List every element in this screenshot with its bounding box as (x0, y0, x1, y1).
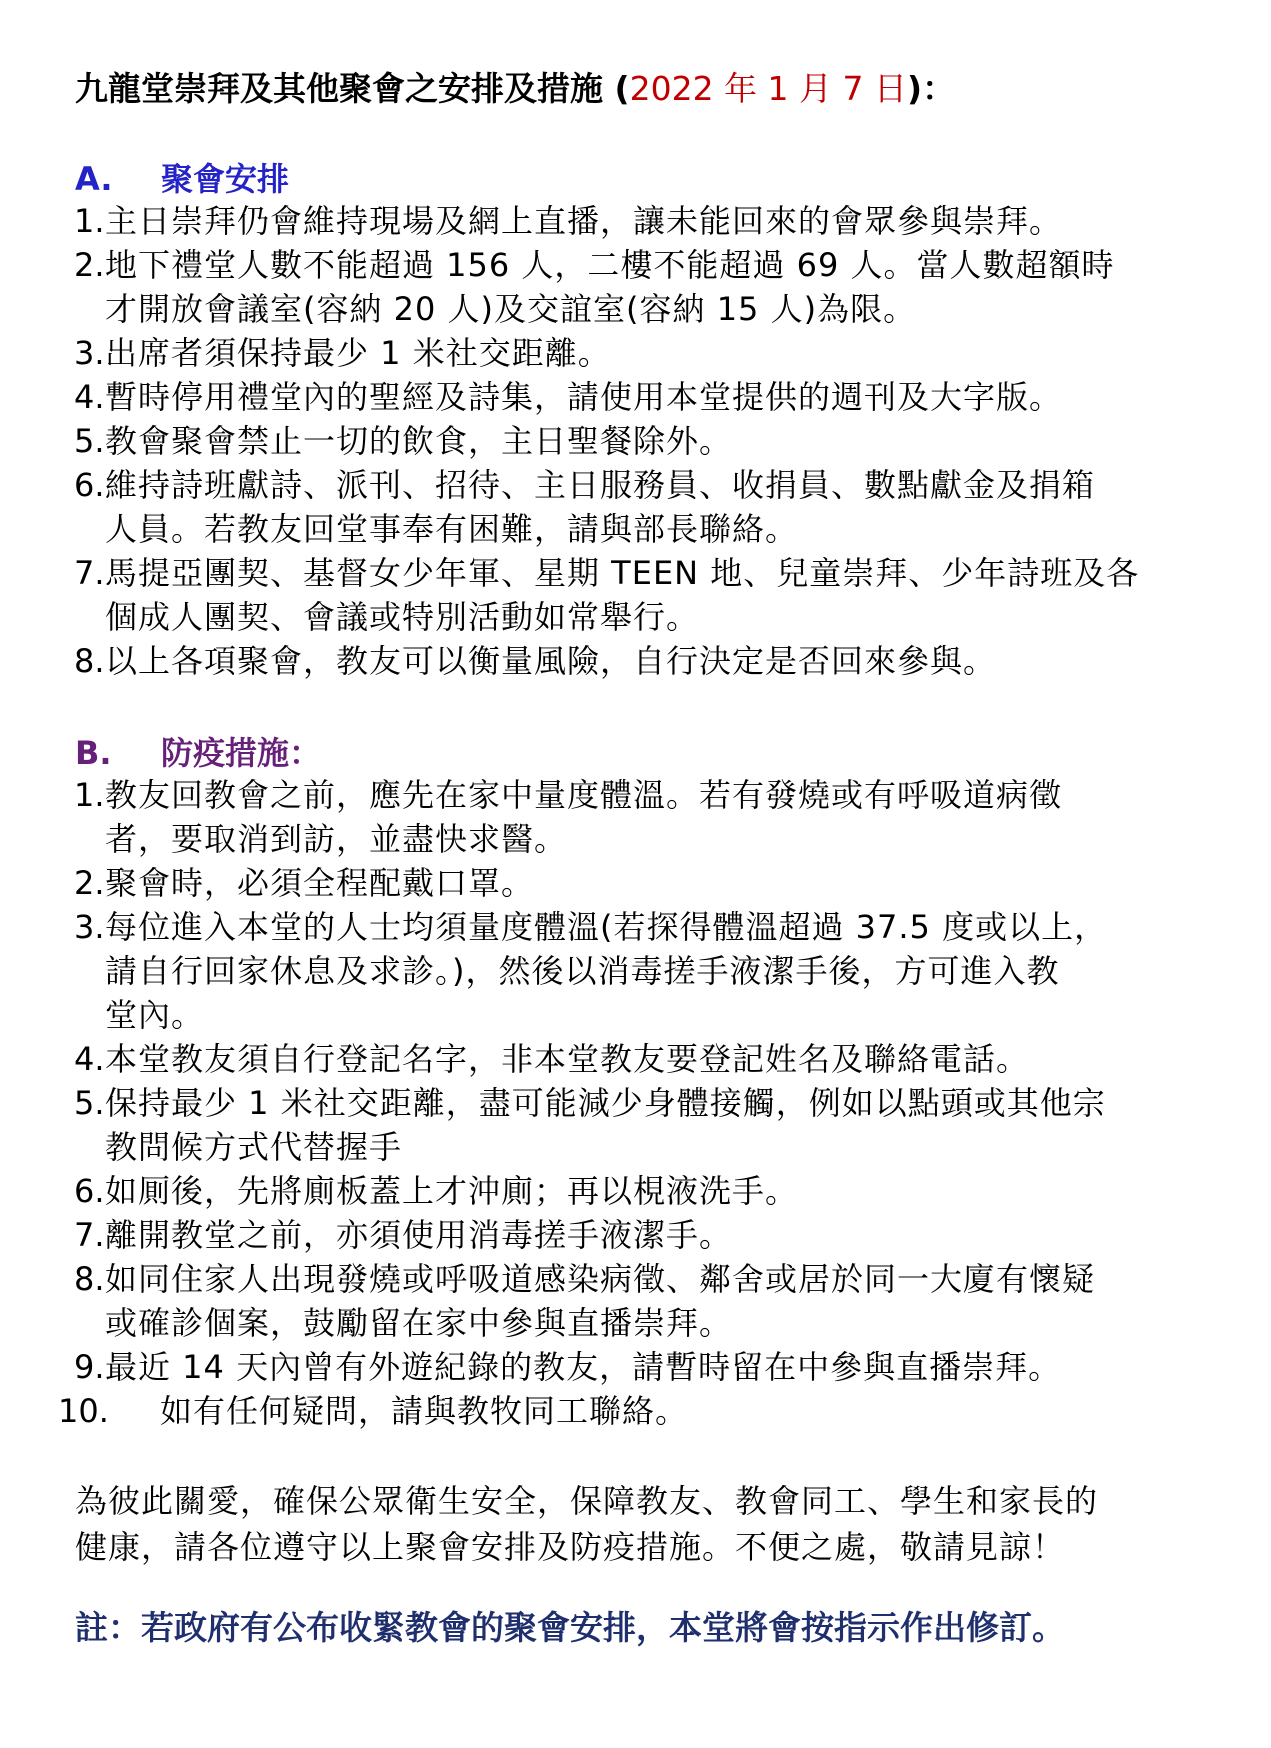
item-number: 10. (58, 1392, 109, 1430)
section-b-item-8 (0, 1257, 1271, 1345)
item-text (105, 861, 1211, 905)
section-b-title: 防疫措施： (161, 734, 322, 772)
section-b-item-2 (0, 861, 1271, 905)
item-text-line: 暫時停用禮堂內的聖經及詩集，請使用本堂提供的週刊及大字版。 (105, 378, 1063, 416)
item-number: 1. (74, 202, 105, 240)
item-text-line: 教會聚會禁止一切的飲食，主日聖餐除外。 (105, 422, 733, 460)
closing-line: 健康，請各位遵守以上聚會安排及防疫措施。不便之處，敬請見諒！ (75, 1528, 1066, 1566)
item-text-line: 教友回教會之前，應先在家中量度體溫。若有發燒或有呼吸道病徵 (105, 776, 1063, 814)
closing-line: 為彼此關愛，確保公眾衛生安全，保障教友、教會同工、學生和家長的 (75, 1482, 1099, 1520)
section-a-item-1 (0, 199, 1271, 243)
section-b-item-3 (0, 905, 1271, 1037)
item-number: 2. (74, 864, 105, 902)
item-number: 4. (74, 1040, 105, 1078)
item-text (105, 1389, 688, 1433)
item-text (105, 419, 1211, 463)
title-close-paren: )： (907, 69, 956, 108)
item-number: 2. (74, 246, 105, 284)
item-text (105, 375, 1211, 419)
title-open-paren: ( (603, 69, 630, 108)
item-text-line: 堂內。 (105, 996, 205, 1034)
section-b-list (0, 773, 1271, 1433)
section-b-item-1 (0, 773, 1271, 861)
item-text-line: 保持最少 1 米社交距離，盡可能減少身體接觸，例如以點頭或其他宗 (105, 1084, 1106, 1122)
item-text (105, 1081, 1211, 1169)
section-a-item-6 (0, 463, 1271, 551)
item-number: 7. (74, 554, 105, 592)
item-number: 8. (74, 642, 105, 680)
item-number: 5. (74, 1084, 105, 1122)
item-text (105, 1169, 1211, 1213)
item-text-line: 出席者須保持最少 1 米社交距離。 (105, 334, 611, 372)
item-text-line: 如同住家人出現發燒或呼吸道感染病徵、鄰舍或居於同一大廈有懷疑 (105, 1260, 1096, 1298)
item-text-line: 每位進入本堂的人士均須量度體溫(若探得體溫超過 37.5 度或以上， (105, 908, 1108, 946)
section-a-item-5 (0, 419, 1271, 463)
section-b-item-10 (0, 1389, 1271, 1433)
item-number: 6. (74, 466, 105, 504)
item-number: 8. (74, 1260, 105, 1298)
item-text-line: 或確診個案，鼓勵留在家中參與直播崇拜。 (105, 1304, 733, 1342)
item-text-line: 教問候方式代替握手 (105, 1128, 403, 1166)
item-number: 4. (74, 378, 105, 416)
item-number: 3. (74, 908, 105, 946)
item-text (105, 1257, 1211, 1345)
item-text (105, 243, 1211, 331)
section-a-heading (75, 156, 289, 202)
item-text (105, 905, 1211, 1037)
section-b-heading (75, 730, 321, 776)
item-text (105, 639, 1211, 683)
item-text (105, 551, 1211, 639)
title-main: 九龍堂崇拜及其他聚會之安排及措施 (75, 69, 603, 108)
title-date: 2022 年 1 月 7 日 (629, 69, 908, 108)
item-text-line: 最近 14 天內曾有外遊紀錄的教友，請暫時留在中參與直播崇拜。 (105, 1348, 1062, 1386)
item-text-line: 請自行回家休息及求診。)，然後以消毒搓手液潔手後，方可進入教 (105, 952, 1060, 990)
item-number: 3. (74, 334, 105, 372)
item-text-line: 維持詩班獻詩、派刊、招待、主日服務員、收捐員、數點獻金及捐箱 (105, 466, 1096, 504)
item-text (105, 1037, 1211, 1081)
item-text-line: 聚會時，必須全程配戴口罩。 (105, 864, 535, 902)
item-text (105, 1213, 1211, 1257)
footnote: 註：若政府有公布收緊教會的聚會安排，本堂將會按指示作出修訂。 (75, 1608, 1065, 1647)
page-title (75, 66, 955, 112)
item-text (105, 199, 1211, 243)
section-a-letter: A. (75, 160, 113, 198)
section-a-item-2 (0, 243, 1271, 331)
item-text (105, 1345, 1211, 1389)
item-text-line: 如厠後，先將廁板蓋上才沖廁；再以梘液洗手。 (105, 1172, 799, 1210)
section-a-list (0, 199, 1271, 683)
item-text-line: 離開教堂之前，亦須使用消毒搓手液潔手。 (105, 1216, 733, 1254)
item-text-line: 本堂教友須自行登記名字，非本堂教友要登記姓名及聯絡電話。 (105, 1040, 1030, 1078)
item-number: 6. (74, 1172, 105, 1210)
item-number: 7. (74, 1216, 105, 1254)
section-b-item-5 (0, 1081, 1271, 1169)
item-text-line: 個成人團契、會議或特別活動如常舉行。 (105, 598, 700, 636)
item-text (105, 463, 1211, 551)
item-number: 1. (74, 776, 105, 814)
section-a-title: 聚會安排 (161, 160, 290, 198)
section-b-item-9 (0, 1345, 1271, 1389)
item-text-line: 人員。若教友回堂事奉有困難，請與部長聯絡。 (105, 510, 799, 548)
section-b-item-7 (0, 1213, 1271, 1257)
section-b-item-6 (0, 1169, 1271, 1213)
item-text-line: 主日崇拜仍會維持現場及網上直播，讓未能回來的會眾參與崇拜。 (105, 202, 1063, 240)
section-a-item-8 (0, 639, 1271, 683)
item-text-line: 如有任何疑問，請與教牧同工聯絡。 (160, 1392, 689, 1430)
section-a-item-7 (0, 551, 1271, 639)
section-b-item-4 (0, 1037, 1271, 1081)
section-a-item-3 (0, 331, 1271, 375)
item-number: 9. (74, 1348, 105, 1386)
item-text-line: 馬提亞團契、基督女少年軍、星期 TEEN 地、兒童崇拜、少年詩班及各 (105, 554, 1140, 592)
item-text-line: 才開放會議室(容納 20 人)及交誼室(容納 15 人)為限。 (105, 290, 917, 328)
section-a-item-4 (0, 375, 1271, 419)
section-b-letter: B. (75, 734, 112, 772)
item-text-line: 者，要取消到訪，並盡快求醫。 (105, 820, 568, 858)
closing-paragraph (75, 1478, 1098, 1570)
item-text-line: 地下禮堂人數不能超過 156 人，二樓不能超過 69 人。當人數超額時 (105, 246, 1115, 284)
item-text-line: 以上各項聚會，教友可以衡量風險，自行決定是否回來參與。 (105, 642, 997, 680)
item-text (105, 331, 1211, 375)
item-number: 5. (74, 422, 105, 460)
item-text (105, 773, 1211, 861)
